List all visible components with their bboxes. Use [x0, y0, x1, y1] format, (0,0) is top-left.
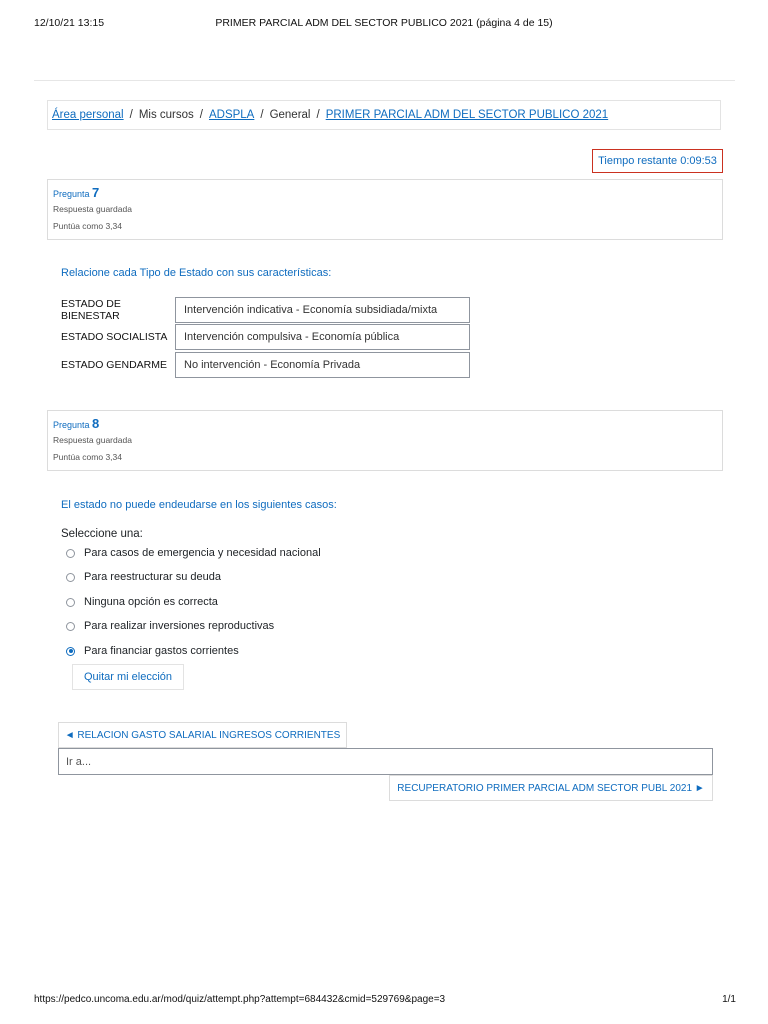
radio-button[interactable] [66, 573, 75, 582]
match-label: ESTADO DE BIENESTAR [61, 298, 121, 322]
answer-option[interactable] [66, 545, 321, 561]
question-grade: Puntúa como 3,34 [53, 221, 122, 231]
print-url: https://pedco.uncoma.edu.ar/mod/quiz/attempt.php?attempt=684432&cmid=529769&page=3 [34, 994, 446, 1005]
match-row [61, 324, 470, 350]
question-number [53, 415, 717, 432]
select-one-prompt: Seleccione una: [61, 528, 143, 540]
breadcrumb-separator: / [260, 109, 264, 121]
breadcrumb-general: General [269, 109, 311, 121]
answer-option[interactable] [66, 643, 239, 659]
radio-button[interactable] [66, 549, 75, 558]
answer-option[interactable] [66, 569, 221, 585]
clear-choice-button[interactable]: Quitar mi elección [72, 664, 184, 690]
question-status: Respuesta guardada [53, 204, 132, 214]
jump-to-select[interactable]: Ir a... [58, 748, 713, 775]
question-info-8 [47, 410, 723, 471]
previous-activity-link[interactable]: ◄ RELACION GASTO SALARIAL INGRESOS CORRIENTES [58, 722, 347, 748]
question-text-8: El estado no puede endeudarse en los siguientes casos: [61, 499, 337, 511]
answer-option[interactable] [66, 618, 274, 634]
breadcrumb-separator: / [316, 109, 320, 121]
radio-button[interactable] [66, 622, 75, 631]
radio-button[interactable] [66, 647, 75, 656]
question-status: Respuesta guardada [53, 435, 132, 445]
match-select[interactable]: No intervención - Economía Privada [175, 352, 470, 378]
question-label: Pregunta [53, 189, 90, 199]
breadcrumb-separator: / [129, 109, 133, 121]
breadcrumb-mis-cursos: Mis cursos [138, 109, 194, 121]
answer-option-label: Para casos de emergencia y necesidad nacional [84, 547, 321, 559]
divider [34, 80, 735, 81]
question-number-value: 7 [92, 185, 100, 200]
print-page-count: 1/1 [722, 994, 736, 1005]
match-select[interactable]: Intervención indicativa - Economía subsidiada/mixta [175, 297, 470, 323]
question-number-value: 8 [92, 416, 100, 431]
question-number [53, 184, 717, 201]
question-grade: Puntúa como 3,34 [53, 452, 122, 462]
match-row [61, 352, 470, 378]
quiz-timer: Tiempo restante 0:09:53 [592, 149, 723, 173]
match-row [61, 297, 470, 323]
next-activity-link[interactable]: RECUPERATORIO PRIMER PARCIAL ADM SECTOR PUBL 2021 ► [389, 775, 713, 801]
breadcrumb-course[interactable]: ADSPLA [208, 109, 255, 121]
answer-option-label: Para reestructurar su deuda [84, 571, 221, 583]
breadcrumb [47, 100, 721, 130]
answer-option-label: Ninguna opción es correcta [84, 596, 218, 608]
question-text-7: Relacione cada Tipo de Estado con sus características: [61, 267, 332, 279]
question-label: Pregunta [53, 420, 90, 430]
match-label: ESTADO GENDARME [61, 359, 167, 371]
print-title: PRIMER PARCIAL ADM DEL SECTOR PUBLICO 2021 (página 4 de 15) [215, 17, 553, 29]
match-select[interactable]: Intervención compulsiva - Economía pública [175, 324, 470, 350]
breadcrumb-separator: / [199, 109, 203, 121]
print-datetime: 12/10/21 13:15 [34, 17, 105, 29]
answer-option-label: Para realizar inversiones reproductivas [84, 620, 275, 632]
answer-option-label: Para financiar gastos corrientes [84, 645, 239, 657]
question-info-7 [47, 179, 723, 240]
print-header [0, 17, 768, 33]
breadcrumb-area-personal[interactable]: Área personal [52, 109, 124, 121]
breadcrumb-quiz[interactable]: PRIMER PARCIAL ADM DEL SECTOR PUBLICO 2021 [325, 109, 609, 121]
match-label: ESTADO SOCIALISTA [61, 331, 168, 343]
radio-button[interactable] [66, 598, 75, 607]
answer-option[interactable] [66, 594, 218, 610]
